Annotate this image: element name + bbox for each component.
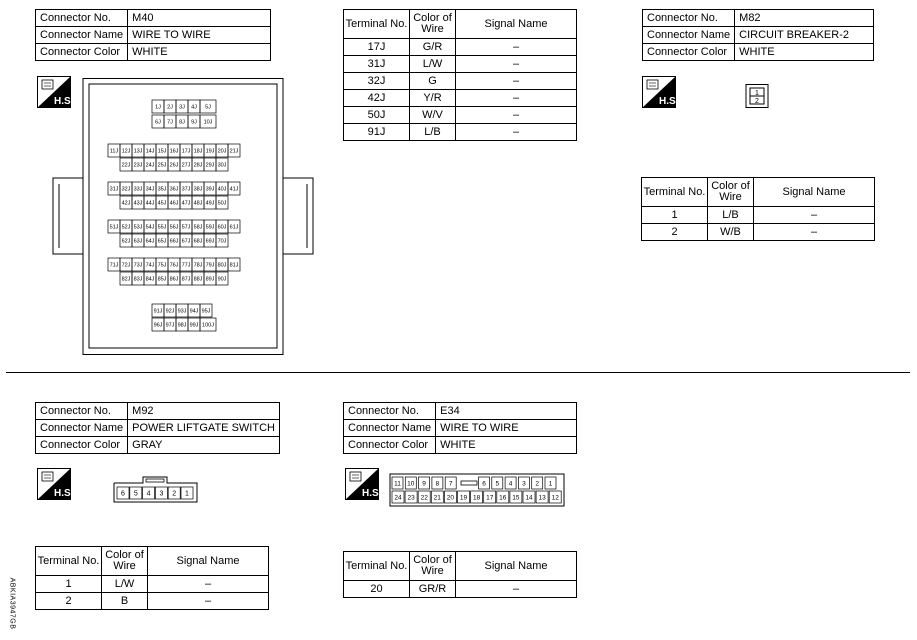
wire-color: B [102, 593, 148, 610]
terminal-no: 50J [344, 107, 410, 124]
header-terminal-no: Terminal No. [344, 552, 410, 581]
label-connector-no: Connector No. [36, 403, 128, 420]
pin-label: 97J [165, 322, 175, 329]
pin-label: 61J [229, 224, 239, 231]
e34-connector-name: WIRE TO WIRE [436, 420, 577, 437]
terminal-no: 1 [642, 207, 708, 224]
pin-label: 66J [169, 238, 179, 245]
terminal-row [642, 207, 875, 224]
wire-color: W/V [410, 107, 456, 124]
terminal-row [36, 593, 269, 610]
pin-label: 2 [535, 480, 540, 488]
label-connector-no: Connector No. [344, 403, 436, 420]
terminal-no: 91J [344, 124, 410, 141]
e34-terminal-table [343, 551, 577, 598]
terminal-row [344, 107, 577, 124]
pin-label: 68J [193, 238, 203, 245]
pin-label: 24 [394, 494, 402, 502]
pin-label: 13J [133, 148, 143, 155]
pin-label: 27J [181, 162, 191, 169]
m82-info-table [642, 9, 874, 61]
pin-label: 44J [145, 200, 155, 207]
pin-label: 63J [133, 238, 143, 245]
m40-info-table [35, 9, 271, 61]
pin-label: 30J [217, 162, 227, 169]
pin-label: 38J [193, 186, 203, 193]
pin-label: 8 [435, 480, 440, 488]
terminal-row [344, 90, 577, 107]
m82-pin-2: 2 [755, 98, 759, 105]
hs-icon [37, 468, 74, 500]
pin-label: 5J [205, 104, 211, 111]
pin-label: 57J [181, 224, 191, 231]
pin-label: 89J [205, 276, 215, 283]
pin-label: 4 [508, 480, 513, 488]
wire-color: W/B [708, 224, 754, 241]
pin-label: 96J [153, 322, 163, 329]
pin-label: 72J [121, 262, 131, 269]
pin-label: 16J [169, 148, 179, 155]
pin-label: 37J [181, 186, 191, 193]
pin-label: 5 [133, 490, 138, 498]
section-divider [6, 372, 910, 373]
pin-label: 31J [109, 186, 119, 193]
pin-label: 93J [177, 308, 187, 315]
pin-label: 90J [217, 276, 227, 283]
m82-connector-color: WHITE [735, 44, 874, 61]
m82-connector-name: CIRCUIT BREAKER-2 [735, 27, 874, 44]
wire-color: Y/R [410, 90, 456, 107]
pin-label: 23 [407, 494, 415, 502]
wire-color: G/R [410, 39, 456, 56]
header-color-of-wire: Color of Wire [410, 10, 456, 39]
pin-label: 10J [203, 119, 213, 126]
pin-label: 71J [109, 262, 119, 269]
pin-label: 4 [146, 490, 151, 498]
header-signal-name: Signal Name [456, 10, 577, 39]
terminal-row [36, 576, 269, 593]
m92-connector-diagram [113, 476, 199, 504]
pin-label: 19 [459, 494, 468, 502]
pin-label: 52J [121, 224, 131, 231]
pin-label: 99J [189, 322, 199, 329]
pin-label: 18J [193, 148, 203, 155]
pin-label: 50J [217, 200, 227, 207]
terminal-no: 2 [36, 593, 102, 610]
terminal-no: 20 [344, 581, 410, 598]
hs-icon [642, 76, 679, 108]
pin-label: 32J [121, 186, 131, 193]
label-connector-name: Connector Name [643, 27, 735, 44]
label-connector-name: Connector Name [344, 420, 436, 437]
m92-connector-name: POWER LIFTGATE SWITCH [128, 420, 280, 437]
figure-code: ABKIA3947GB [8, 577, 16, 630]
pin-label: 26J [169, 162, 179, 169]
pin-label: 94J [189, 308, 199, 315]
pin-label: 80J [217, 262, 227, 269]
terminal-row [642, 224, 875, 241]
m92-terminal-table [35, 546, 269, 610]
m92-connector-no: M92 [128, 403, 280, 420]
pin-label: 53J [133, 224, 143, 231]
pin-label: 65J [157, 238, 167, 245]
wire-color: L/W [102, 576, 148, 593]
pin-label: 83J [133, 276, 143, 283]
pin-label: 11J [109, 148, 119, 155]
pin-label: 86J [169, 276, 179, 283]
pin-label: 49J [205, 200, 215, 207]
pin-label: 6 [121, 490, 125, 498]
pin-label: 73J [133, 262, 143, 269]
pin-label: 21 [433, 494, 441, 502]
pin-label: 19J [205, 148, 215, 155]
e34-connector-no: E34 [436, 403, 577, 420]
signal-name: – [754, 224, 875, 241]
pin-label: 3 [522, 480, 526, 488]
pin-label: 84J [145, 276, 155, 283]
pin-label: 14J [145, 148, 155, 155]
pin-label: 43J [133, 200, 143, 207]
terminal-no: 2 [642, 224, 708, 241]
signal-name: – [456, 107, 577, 124]
pin-label: 5 [495, 480, 500, 488]
pin-label: 60J [217, 224, 227, 231]
wire-color: GR/R [410, 581, 456, 598]
signal-name: – [456, 124, 577, 141]
pin-label: 9 [422, 480, 426, 488]
pin-label: 45J [157, 200, 167, 207]
pin-label: 91J [153, 308, 163, 315]
pin-label: 16 [499, 494, 507, 502]
connector-key [461, 481, 477, 485]
pin-label: 7 [448, 480, 453, 488]
terminal-row [344, 124, 577, 141]
m92-info-table [35, 402, 280, 454]
pin-label: 28J [193, 162, 203, 169]
terminal-row [344, 581, 577, 598]
header-color-of-wire: Color of Wire [410, 552, 456, 581]
pin-label: 76J [169, 262, 179, 269]
pin-label: 82J [121, 276, 131, 283]
header-terminal-no: Terminal No. [642, 178, 708, 207]
pin-label: 100J [202, 322, 214, 329]
pin-label: 9J [191, 119, 197, 126]
m82-terminal-table [641, 177, 875, 241]
label-connector-no: Connector No. [36, 10, 128, 27]
pin-label: 17J [181, 148, 191, 155]
signal-name: – [456, 581, 577, 598]
pin-label: 92J [165, 308, 175, 315]
e34-connector-color: WHITE [436, 437, 577, 454]
m82-pin-1: 1 [755, 90, 759, 97]
svg-text:H.S.: H.S. [659, 96, 679, 107]
pin-label: 1 [548, 480, 553, 488]
pin-label: 78J [193, 262, 203, 269]
pin-label: 69J [205, 238, 215, 245]
terminal-row [344, 39, 577, 56]
pin-label: 29J [205, 162, 215, 169]
pin-label: 79J [205, 262, 215, 269]
pin-label: 17 [486, 494, 494, 502]
m92-connector-color: GRAY [128, 437, 280, 454]
m82-connector-no: M82 [735, 10, 874, 27]
pin-label: 4J [191, 104, 197, 111]
pin-label: 23J [133, 162, 143, 169]
pin-label: 98J [177, 322, 187, 329]
label-connector-no: Connector No. [643, 10, 735, 27]
header-color-of-wire: Color of Wire [708, 178, 754, 207]
pin-label: 40J [217, 186, 227, 193]
m40-connector-name: WIRE TO WIRE [128, 27, 271, 44]
pin-label: 55J [157, 224, 167, 231]
terminal-no: 42J [344, 90, 410, 107]
wire-color: G [410, 73, 456, 90]
terminal-row [344, 56, 577, 73]
pin-label: 42J [121, 200, 131, 207]
pin-label: 41J [229, 186, 239, 193]
terminal-no: 32J [344, 73, 410, 90]
pin-label: 59J [205, 224, 215, 231]
pin-label: 2 [172, 490, 177, 498]
terminal-row [344, 73, 577, 90]
label-connector-color: Connector Color [36, 44, 128, 61]
pin-label: 6 [482, 480, 486, 488]
signal-name: – [456, 73, 577, 90]
m40-connector-diagram [52, 78, 314, 356]
wire-color: L/B [708, 207, 754, 224]
pin-label: 10 [407, 480, 415, 488]
pin-label: 21J [229, 148, 239, 155]
pin-label: 62J [121, 238, 131, 245]
signal-name: – [456, 56, 577, 73]
pin-label: 47J [181, 200, 191, 207]
pin-label: 64J [145, 238, 155, 245]
header-terminal-no: Terminal No. [344, 10, 410, 39]
pin-label: 13 [538, 494, 546, 502]
pin-label: 14 [525, 494, 533, 502]
label-connector-color: Connector Color [36, 437, 128, 454]
pin-label: 24J [145, 162, 155, 169]
pin-label: 88J [193, 276, 203, 283]
pin-label: 56J [169, 224, 179, 231]
pin-label: 48J [193, 200, 203, 207]
label-connector-name: Connector Name [36, 420, 128, 437]
pin-label: 12J [121, 148, 131, 155]
pin-label: 1J [155, 104, 161, 111]
pin-label: 6J [155, 119, 161, 126]
svg-text:H.S.: H.S. [54, 96, 74, 107]
e34-info-table [343, 402, 577, 454]
pin-label: 34J [145, 186, 155, 193]
pin-label: 12 [551, 494, 559, 502]
pin-label: 85J [157, 276, 167, 283]
label-connector-color: Connector Color [643, 44, 735, 61]
terminal-no: 17J [344, 39, 410, 56]
pin-label: 33J [133, 186, 143, 193]
pin-label: 25J [157, 162, 167, 169]
signal-name: – [148, 576, 269, 593]
svg-text:H.S.: H.S. [362, 488, 382, 499]
header-signal-name: Signal Name [754, 178, 875, 207]
pin-label: 67J [181, 238, 191, 245]
pin-label: 74J [145, 262, 155, 269]
pin-label: 95J [201, 308, 211, 315]
pin-label: 87J [181, 276, 191, 283]
header-color-of-wire: Color of Wire [102, 547, 148, 576]
m40-connector-no: M40 [128, 10, 271, 27]
pin-label: 15J [157, 148, 167, 155]
pin-label: 20 [446, 494, 455, 502]
signal-name: – [148, 593, 269, 610]
pin-label: 3J [179, 104, 185, 111]
pin-label: 54J [145, 224, 155, 231]
pin-label: 75J [157, 262, 167, 269]
signal-name: – [456, 90, 577, 107]
pin-label: 51J [109, 224, 119, 231]
pin-label: 3 [159, 490, 164, 498]
pin-label: 11 [394, 480, 401, 488]
wire-color: L/B [410, 124, 456, 141]
label-connector-color: Connector Color [344, 437, 436, 454]
terminal-no: 31J [344, 56, 410, 73]
pin-label: 18 [472, 494, 481, 502]
header-signal-name: Signal Name [148, 547, 269, 576]
signal-name: – [754, 207, 875, 224]
pin-label: 36J [169, 186, 179, 193]
m40-connector-color: WHITE [128, 44, 271, 61]
signal-name: – [456, 39, 577, 56]
pin-label: 15 [512, 494, 520, 502]
m82-connector-diagram [744, 84, 774, 114]
pin-label: 8J [179, 119, 185, 126]
pin-label: 39J [205, 186, 215, 193]
e34-connector-diagram [389, 473, 565, 507]
m40-terminal-table [343, 9, 577, 141]
terminal-no: 1 [36, 576, 102, 593]
pin-label: 81J [229, 262, 239, 269]
pin-label: 7J [167, 119, 173, 126]
wire-color: L/W [410, 56, 456, 73]
header-signal-name: Signal Name [456, 552, 577, 581]
pin-label: 20J [217, 148, 227, 155]
pin-label: 22J [121, 162, 131, 169]
pin-label: 2J [167, 104, 173, 111]
svg-text:H.S.: H.S. [54, 488, 74, 499]
pin-label: 46J [169, 200, 179, 207]
pin-label: 77J [181, 262, 191, 269]
header-terminal-no: Terminal No. [36, 547, 102, 576]
hs-icon [345, 468, 382, 500]
pin-label: 1 [185, 490, 189, 498]
pin-label: 35J [157, 186, 167, 193]
pin-label: 58J [193, 224, 203, 231]
pin-label: 70J [217, 238, 227, 245]
label-connector-name: Connector Name [36, 27, 128, 44]
pin-label: 22 [420, 494, 428, 502]
